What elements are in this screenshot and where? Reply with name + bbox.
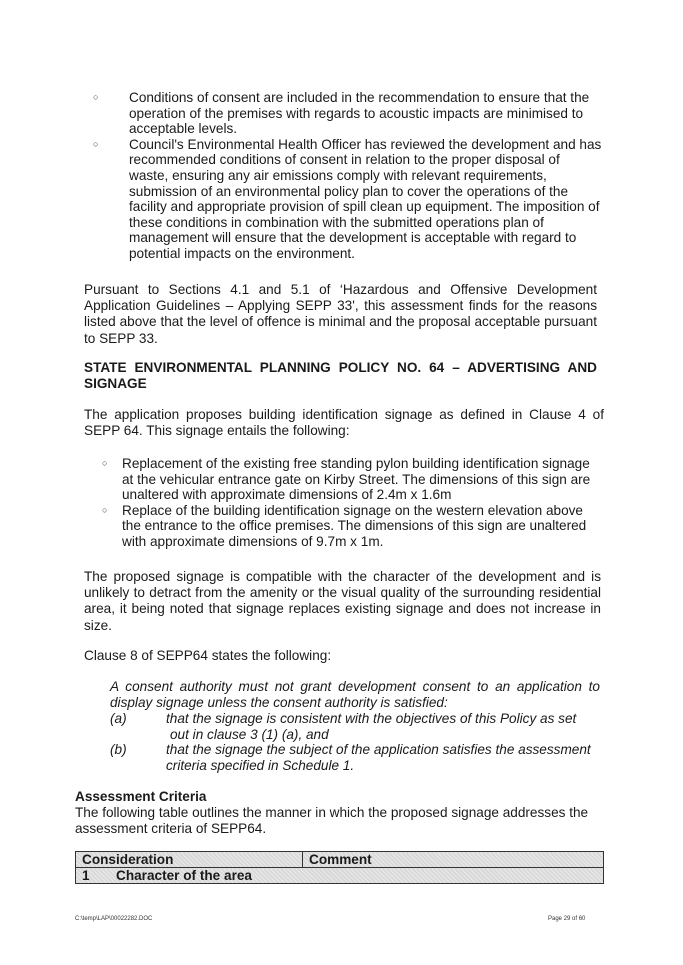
table-cell (76, 868, 604, 884)
clause-item-a (110, 711, 600, 743)
top-bullet-list (93, 90, 602, 262)
assessment-table (75, 851, 604, 884)
assessment-criteria-heading: Assessment Criteria (75, 789, 207, 804)
bullet-text: Conditions of consent are included in the recommendation to ensure that the operation of the premises with regards to acoustic impacts are minimised to acceptable levels. (129, 90, 590, 137)
footer-file-path: C:\temp\LAP\00022282.DOC (75, 916, 153, 922)
bullet-icon: ○ (102, 504, 108, 515)
signage-bullet-list (102, 456, 600, 550)
signage-intro-paragraph: The application proposes building identification signage as defined in Clause 4 of SEPP 64. This signage entails the following: (84, 407, 604, 439)
clause-line: out in clause 3 (1) (a), and (170, 727, 329, 742)
bullet-icon: ○ (102, 458, 108, 468)
list-item (93, 90, 602, 137)
bullet-text: Council's Environmental Health Officer has reviewed the development and has recommended conditions of consent in relation to the proper disposal of waste, ensuring any air emissions comply with relevant requirements, submission of an environmental policy plan to cover the operations of the facility and appropriate provision of spill clean up equipment. The imposition of these conditions in combination with the submitted operations plan of management will ensure that the development is acceptable with regard to potential impacts on the environment. (129, 136, 602, 261)
table-header-cell: Consideration (76, 852, 303, 868)
compatibility-paragraph: The proposed signage is compatible with the character of the development and is unlikely to detract from the amenity or the visual quality of the surrounding residential area, it being noted that signage replaces existing signage and does not increase in size. (84, 569, 601, 633)
footer-page-number: Page 29 of 60 (548, 916, 586, 922)
bullet-icon: ○ (93, 138, 99, 149)
clause-text (166, 742, 602, 774)
bullet-text: Replacement of the existing free standing pylon building identification signage at the vehicular entrance gate on Kirby Street. The dimensions of this sign are unaltered with approximate dimensions of 2.4m x 1.6m (122, 456, 591, 503)
bullet-icon: ○ (93, 92, 99, 102)
clause-line: that the signage the subject of the application satisfies the assessment (166, 742, 591, 757)
clause-item-b (110, 742, 600, 774)
clause-line: criteria specified in Schedule 1. (166, 758, 355, 773)
list-item (93, 136, 602, 262)
sepp64-heading: STATE ENVIRONMENTAL PLANNING POLICY NO. 64 – ADVERTISING AND SIGNAGE (84, 360, 597, 392)
clause-label: (b) (110, 742, 127, 757)
table-header-cell: Comment (303, 852, 604, 868)
clause-label: (a) (110, 711, 127, 726)
assessment-paragraph: The following table outlines the manner in which the proposed signage addresses the assessment criteria of SEPP64. (75, 805, 589, 837)
list-item (102, 456, 600, 503)
quote-intro: A consent authority must not grant development consent to an application to display signage unless the consent authority is satisfied: (110, 679, 600, 710)
table-header-row (76, 852, 604, 868)
clause-line: that the signage is consistent with the objectives of this Policy as set (166, 711, 577, 726)
row-number: 1 (82, 868, 90, 883)
clause-text (166, 711, 602, 743)
list-item (102, 502, 600, 550)
clause8-paragraph: Clause 8 of SEPP64 states the following: (84, 648, 332, 663)
sepp33-paragraph: Pursuant to Sections 4.1 and 5.1 of ‘Hazardous and Offensive Development Application Guidelines – Applying SEPP 33', this assessment finds for the reasons listed above that the level of offence is minimal and the proposal acceptable pursuant to SEPP 33. (84, 282, 597, 346)
bullet-text: Replace of the building identification signage on the western elevation above the entrance to the office premises. The dimensions of this sign are unaltered with approximate dimensions of 9.7m x 1m. (122, 502, 587, 549)
row-label: Character of the area (116, 868, 252, 883)
table-row (76, 868, 604, 884)
